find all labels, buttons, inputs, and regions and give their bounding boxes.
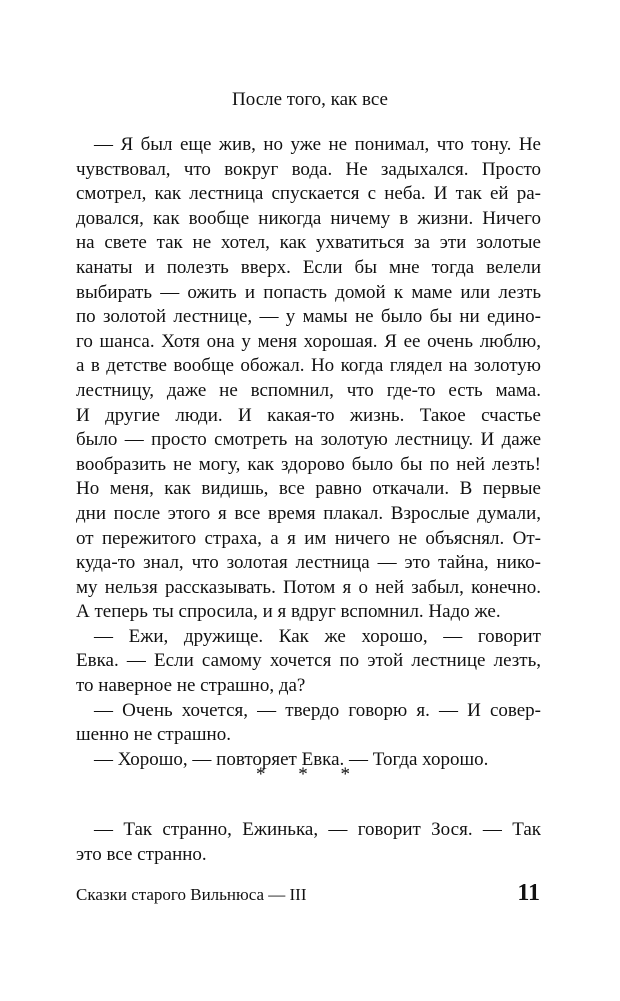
main-text [76,133,541,772]
text-line: вообразить не могу, как здорово было бы по ней лезть! [76,453,541,475]
text-line: выбирать — ожить и попасть домой к маме или лезть [76,281,541,303]
text-line: смотрел, как лестница спускается с неба. И так ей ра- [76,183,541,205]
text-line: на свете так не хотел, как ухватиться за эти золотые [76,232,541,254]
footer-book-title: Сказки старого Вильнюса — III [76,885,307,904]
running-head: После того, как все [232,89,388,110]
text-line: дни после этого я все время плакал. Взрослые думали, [76,502,541,524]
text-line: по золотой лестнице, — у мамы не было бы ни едино- [76,306,541,328]
page-number: 11 [517,880,540,906]
text-line: довался, как вообще никогда ничему в жизни. Ничего [76,207,541,229]
text-line: И другие люди. И какая-то жизнь. Такое счастье [76,404,541,426]
text-line: это все странно. [76,843,207,865]
after-text [76,818,541,867]
text-line: — Я был еще жив, но уже не понимал, что тону. Не [94,134,541,155]
text-line: го шанса. Хотя она у меня хорошая. Я ее очень люблю, [76,330,541,352]
text-line: а в детстве вообще обожал. Но когда глядел на золотую [76,355,541,377]
text-line: чувствовал, что вокруг вода. Не задыхался. Просто [76,158,541,180]
text-line: было — просто смотреть на золотую лестницу. И даже [76,429,541,451]
text-line: канаты и полезть вверх. Если бы мне тогда велели [76,256,541,278]
text-line: Евка. — Если самому хочется по этой лестнице лезть, [76,650,541,672]
text-line: то наверное не страшно, да? [76,675,306,697]
text-line: шенно не страшно. [76,724,231,746]
text-line: лестницу, даже не вспомнил, что где-то есть мама. [76,379,541,401]
text-line: — Хорошо, — повторяет Евка. — Тогда хорошо. [94,748,489,770]
text-line: му нельзя рассказывать. Потом я о ней забыл, конечно. [76,576,541,598]
text-line: — Очень хочется, — твердо говорю я. — И совер- [94,699,541,721]
text-line: куда-то знал, что золотая лестница — это тайна, нико- [76,552,541,574]
text-line: от пережитого страха, а я им ничего не объяснял. От- [76,527,541,549]
text-line: — Так странно, Ежинька, — говорит Зося. — Так [94,819,541,840]
section-separator: * * * [256,764,364,785]
text-line: А теперь ты спросила, и я вдруг вспомнил. Надо же. [76,601,501,623]
text-line: — Ежи, дружище. Как же хорошо, — говорит [94,625,541,647]
text-line: Но меня, как видишь, все равно откачали. В первые [76,478,541,500]
